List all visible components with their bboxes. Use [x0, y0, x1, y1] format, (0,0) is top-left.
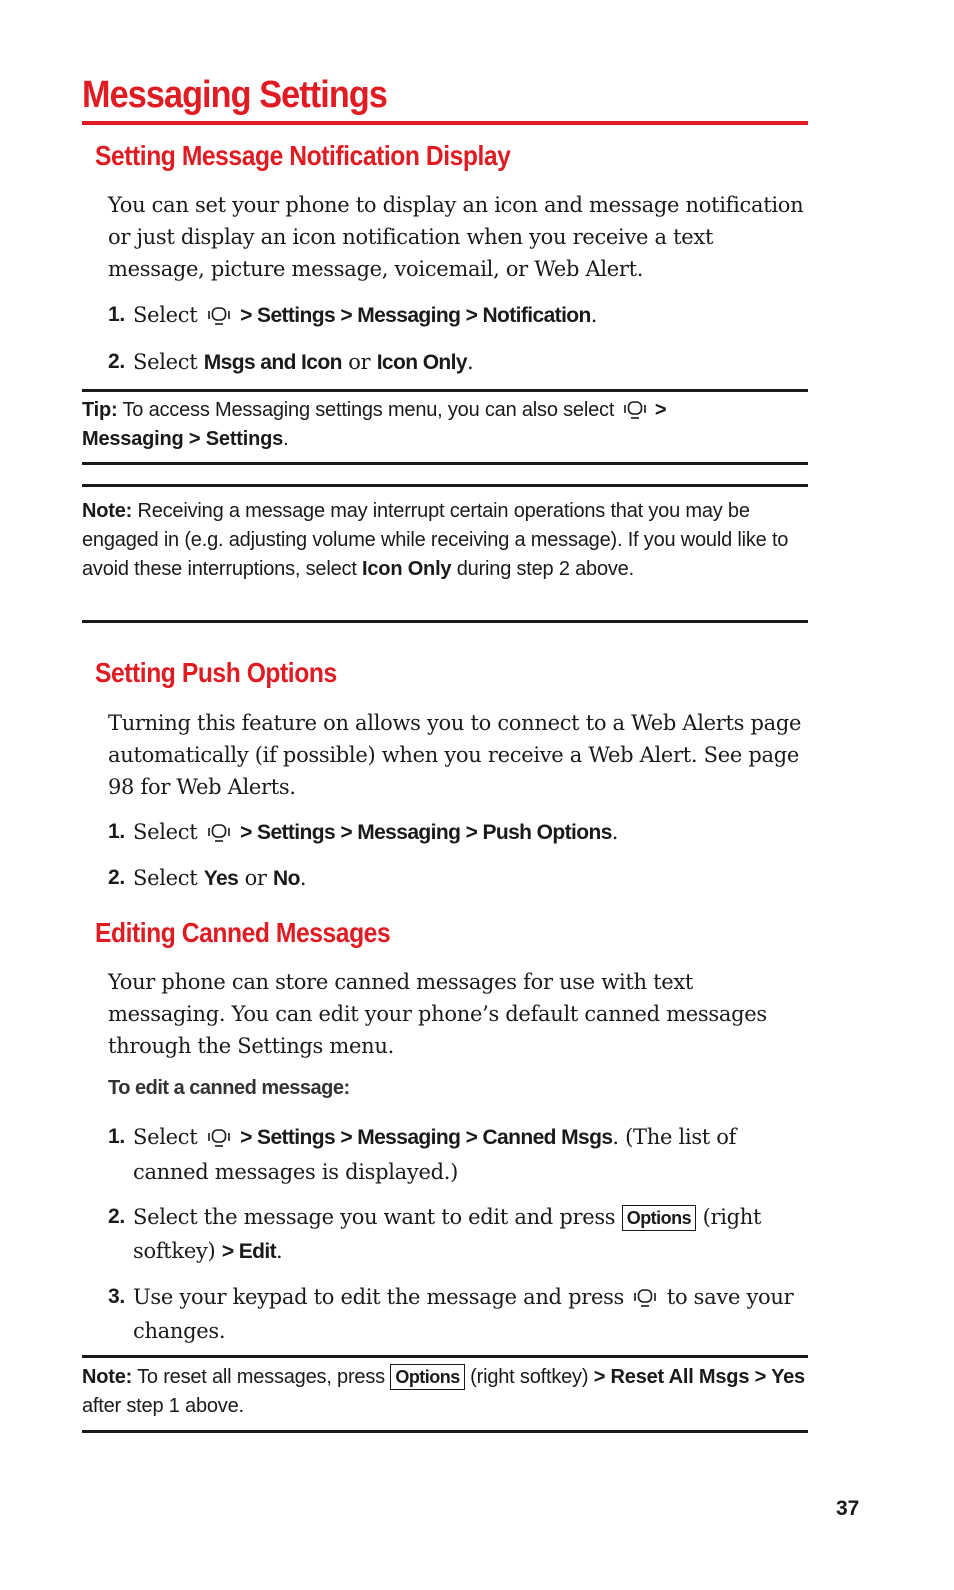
option-icon-only: Icon Only — [376, 351, 467, 374]
menu-key-icon — [206, 1126, 232, 1148]
step-notification-2 — [108, 345, 808, 380]
section-title-push-options: Setting Push Options — [95, 657, 337, 688]
tip-bottom-rule — [82, 462, 808, 465]
note-bottom-rule — [82, 620, 808, 623]
section-title-canned-messages: Editing Canned Messages — [95, 917, 391, 948]
step-canned-3 — [108, 1280, 808, 1348]
step-end: . — [299, 866, 307, 890]
section-intro-notification-display: You can set your phone to display an icon and message notification or just display an icon notification when you receive a text message, picture message, voicemail, or Web Alert. — [108, 193, 804, 281]
section-title-notification-display: Setting Message Notification Display — [95, 140, 511, 171]
step-push-1 — [108, 815, 808, 850]
step-end: . — [611, 820, 619, 844]
step-canned-2 — [108, 1200, 808, 1269]
note-text-end: after step 1 above. — [82, 1395, 244, 1417]
step-canned-1 — [108, 1120, 808, 1189]
tip-gt: > — [654, 399, 667, 421]
tip-label: Tip: — [82, 399, 118, 421]
step-notification-1 — [108, 298, 808, 333]
step-text: Use your keypad to edit the message and press — [133, 1285, 625, 1309]
option-no: No — [273, 867, 300, 890]
step-number: 1. — [108, 820, 125, 843]
menu-path: > Settings > Messaging > Push Options — [240, 821, 612, 844]
menu-path: > Settings > Messaging > Canned Msgs — [240, 1126, 613, 1149]
step-end: . — [590, 303, 598, 327]
tip-text: To access Messaging settings menu, you can also select — [122, 399, 615, 421]
menu-key-icon — [206, 304, 232, 326]
step-text: Select — [133, 1125, 198, 1149]
step-text-post: to save your changes. — [133, 1285, 794, 1343]
step-text-post: . (The list of canned messages is displayed.) — [133, 1125, 737, 1184]
step-text: Select — [133, 350, 198, 374]
note-box — [82, 497, 808, 584]
step-text-or: or — [244, 866, 267, 890]
note-text-mid: (right softkey) — [470, 1366, 589, 1388]
step-number: 3. — [108, 1285, 125, 1308]
step-number: 1. — [108, 1125, 125, 1148]
note2-bottom-rule — [82, 1430, 808, 1433]
note-top-rule — [82, 484, 808, 487]
step-end: . — [466, 350, 474, 374]
note-text: Receiving a message may interrupt certain operations that you may be engaged in (e.g. adjusting volume while receiving a message). If you would like to avoid these interruptions, select — [82, 500, 789, 580]
menu-path: > Edit — [221, 1240, 277, 1263]
step-text: Select — [133, 303, 198, 327]
tip-path: Messaging > Settings — [82, 428, 284, 450]
step-text: Select — [133, 866, 198, 890]
menu-key-icon — [632, 1286, 658, 1308]
tip-top-rule — [82, 389, 808, 392]
menu-key-icon — [622, 398, 648, 420]
step-text: Select the message you want to edit and press — [133, 1205, 616, 1229]
page-title: Messaging Settings — [82, 74, 387, 116]
note-label: Note: — [82, 500, 133, 522]
step-text: Select — [133, 820, 198, 844]
section-intro-push-options: Turning this feature on allows you to connect to a Web Alerts page automatically (if possible) when you receive a Web Alert. See page 98 for Web Alerts. — [108, 711, 802, 799]
page-number: 37 — [836, 1497, 860, 1520]
note2-top-rule — [82, 1355, 808, 1358]
note-label: Note: — [82, 1366, 133, 1388]
option-msgs-and-icon: Msgs and Icon — [203, 351, 342, 374]
option-yes: Yes — [203, 867, 239, 890]
menu-key-icon — [206, 821, 232, 843]
title-rule — [82, 121, 808, 125]
step-number: 2. — [108, 350, 125, 373]
section-intro-canned-messages: Your phone can store canned messages for use with text messaging. You can edit your phone’s default canned messages through the Settings menu. — [108, 970, 767, 1058]
note-text: To reset all messages, press — [137, 1366, 385, 1388]
options-softkey: Options — [622, 1205, 697, 1231]
step-number: 1. — [108, 303, 125, 326]
note-text-end: during step 2 above. — [456, 558, 634, 580]
tip-box — [82, 396, 808, 454]
step-text-mid: (right softkey) — [133, 1205, 762, 1263]
step-number: 2. — [108, 1205, 125, 1228]
procedure-subheading: To edit a canned message: — [108, 1077, 350, 1099]
note-reset-box — [82, 1363, 808, 1421]
menu-path: > Settings > Messaging > Notification — [240, 304, 591, 327]
tip-end: . — [283, 428, 289, 450]
step-number: 2. — [108, 866, 125, 889]
options-softkey: Options — [390, 1364, 465, 1390]
step-end: . — [276, 1239, 283, 1263]
note-keyword: > Reset All Msgs > Yes — [593, 1366, 805, 1388]
step-text-or: or — [348, 350, 371, 374]
note-keyword: Icon Only — [362, 558, 452, 580]
step-push-2 — [108, 861, 808, 896]
